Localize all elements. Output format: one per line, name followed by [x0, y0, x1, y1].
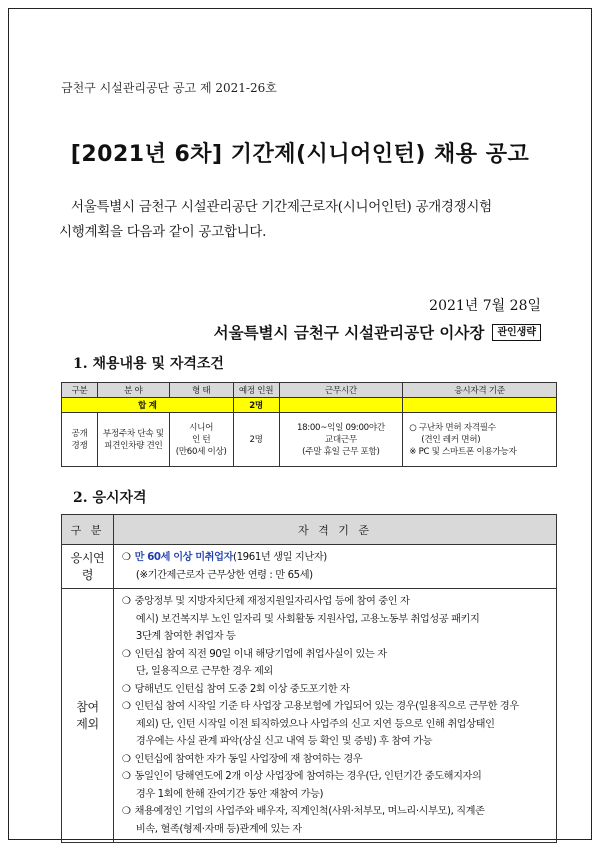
exclusion-item: [122, 593, 550, 646]
exclusion-item-3-line-1: 당해년도 인턴십 참여 도중 2회 이상 중도포기한 자: [134, 683, 350, 695]
recruitment-table-header: [62, 383, 557, 398]
recruitment-table: [61, 382, 557, 467]
exclusion-criteria: [113, 589, 556, 843]
exclusion-label-line-1: 참여: [76, 699, 99, 714]
row-type: [169, 413, 233, 467]
row-hours: [279, 413, 403, 467]
total-count: 2명: [233, 398, 279, 413]
exclusion-item-7-line-1: 채용예정인 기업의 사업주와 배우자, 직계인척(사위·처부모, 며느리·시부모), 직계존: [134, 806, 485, 817]
exclusion-label: [62, 589, 114, 843]
exclusion-item-2-line-2: 단, 일용직으로 근무한 경우 제외: [135, 666, 273, 677]
exclusion-item: [122, 803, 550, 838]
intro-line-2: 시행계획을 다음과 같이 공고합니다.: [59, 224, 267, 240]
eligibility-table-header: [62, 515, 557, 545]
total-row: [62, 398, 557, 413]
exclusion-item-2-line-1: 인턴십 참여 직전 90일 이내 해당기업에 취업사실이 있는 자: [134, 648, 387, 660]
bullet-icon: ❍: [121, 701, 131, 712]
header-type: 형 태: [169, 383, 233, 398]
row-hours-line-1: 18:00~익일 09:00야간: [296, 422, 385, 433]
row-type-line-2: 인 턴: [191, 434, 211, 445]
row-category: [62, 413, 98, 467]
exclusion-item-4-line-3: 경우에는 사실 관계 파악(상실 신고 내역 등 확인 및 증빙) 후 참여 가능: [135, 736, 433, 747]
header-hours: 근무시간: [279, 383, 403, 398]
exclusion-row: [62, 589, 557, 843]
row-hours-line-3: (주말 휴일 근무 포함): [302, 446, 380, 457]
bullet-icon: ❍: [121, 552, 131, 563]
age-row: [62, 545, 557, 589]
bullet-icon: ❍: [121, 753, 131, 765]
header-count: 예정 인원: [233, 383, 279, 398]
issuer-name: 서울특별시 금천구 시설관리공단 이사장: [213, 323, 485, 342]
row-qualification-line-2: (견인 레커 면허): [421, 434, 481, 445]
exclusion-item-4-line-2: 제외) 단, 인턴 시작일 이전 퇴직하였으나 사업주의 신고 지연 등으로 인해 취업상태인: [135, 718, 495, 730]
row-category-line-1: 공개: [71, 428, 88, 439]
row-qualification-line-1: ○ 구난차 면허 자격필수: [409, 422, 496, 433]
exclusion-item-1-line-1: 중앙정부 및 지방자치단체 재정지원일자리사업 등에 참여 중인 자: [134, 596, 410, 607]
exclusion-item-1-line-2: 예시) 보건복지부 노인 일자리 및 사회활동 지원사업, 고용노동부 취업성공 패키지: [135, 613, 480, 625]
header-category: 구분: [62, 383, 98, 398]
exclusion-item-7-line-2: 비속, 혈족(형제·자매 등)관계에 있는 자: [135, 823, 302, 835]
bullet-icon: ❍: [121, 683, 131, 695]
intro-paragraph: [59, 195, 559, 245]
intro-line-1: 서울특별시 금천구 시설관리공단 기간제근로자(시니어인턴) 공개경쟁시험: [71, 199, 492, 215]
age-label-line-2: 령: [81, 567, 94, 582]
total-blank-qualification: [403, 398, 557, 413]
exclusion-item: [122, 646, 550, 681]
row-count: 2명: [233, 413, 279, 467]
bullet-icon: ❍: [121, 648, 131, 660]
age-note: (※기간제근로자 근무상한 연령 : 만 65세): [135, 569, 313, 581]
section-1-heading: 1. 채용내용 및 자격조건: [73, 356, 224, 372]
eligibility-table: [61, 514, 557, 843]
exclusion-item-1-line-3: 3단계 참여한 취업자 등: [135, 631, 236, 642]
exclusion-item-5-line-1: 인턴십에 참여한 자가 동일 사업장에 재 참여하는 경우: [134, 753, 363, 765]
exclusion-item-6-line-2: 경우 1회에 한해 잔여기간 동안 재참여 가능): [135, 788, 324, 800]
age-label: [62, 545, 114, 589]
bullet-icon: ❍: [121, 771, 131, 782]
row-category-line-2: 경쟁: [71, 440, 88, 451]
notice-number: 금천구 시설관리공단 공고 제 2021-26호: [61, 81, 277, 95]
row-field-line-2: 피견인차량 견인: [104, 440, 163, 451]
row-qualification-line-3: ※ PC 및 스마트폰 이용가능자: [409, 446, 517, 457]
exclusion-item: [122, 698, 550, 751]
exclusion-label-line-2: 제외: [76, 716, 99, 731]
bullet-icon: ❍: [121, 596, 131, 607]
notice-date: 2021년 7월 28일: [429, 298, 541, 314]
row-hours-line-2: 교대근무: [324, 434, 357, 445]
header-qualification: 응시자격 기준: [403, 383, 557, 398]
header-division: 구 분: [62, 515, 114, 545]
row-type-line-1: 시니어: [189, 422, 214, 433]
section-2-heading: 2. 응시자격: [73, 490, 147, 506]
exclusion-item: [122, 768, 550, 803]
age-highlight: 만 60세 이상 미취업자: [134, 552, 233, 563]
page-title: [2021년 6차] 기간제(시니어인턴) 채용 공고: [70, 142, 530, 167]
header-criteria: 자 격 기 준: [113, 515, 556, 545]
total-label: 합 계: [62, 398, 234, 413]
table-row: [62, 413, 557, 467]
document-page: [8, 8, 592, 840]
exclusion-item-6-line-1: 동일인이 당해연도에 2개 이상 사업장에 참여하는 경우(단, 인턴기간 중도해지자의: [134, 771, 482, 782]
seal-omitted-stamp: 관인생략: [492, 324, 541, 341]
total-blank-hours: [279, 398, 403, 413]
age-criteria-line-1: [122, 549, 550, 567]
issuer-block: [214, 321, 541, 343]
row-field-line-1: 부정주차 단속 및: [102, 428, 164, 439]
header-field: 분 야: [97, 383, 169, 398]
row-field: [97, 413, 169, 467]
exclusion-item: [122, 751, 550, 769]
exclusion-item: [122, 681, 550, 699]
row-qualification: [403, 413, 557, 467]
age-label-line-1: 응시연: [70, 550, 105, 565]
exclusion-item-4-line-1: 인턴십 참여 시작일 기준 타 사업장 고용보험에 가입되어 있는 경우(일용직으로 근무한 경우: [134, 701, 519, 712]
row-type-line-3: (만60세 이상): [175, 446, 227, 457]
age-criteria: [113, 545, 556, 589]
bullet-icon: ❍: [121, 806, 131, 817]
age-rest: (1961년 생일 지난자): [233, 552, 327, 563]
